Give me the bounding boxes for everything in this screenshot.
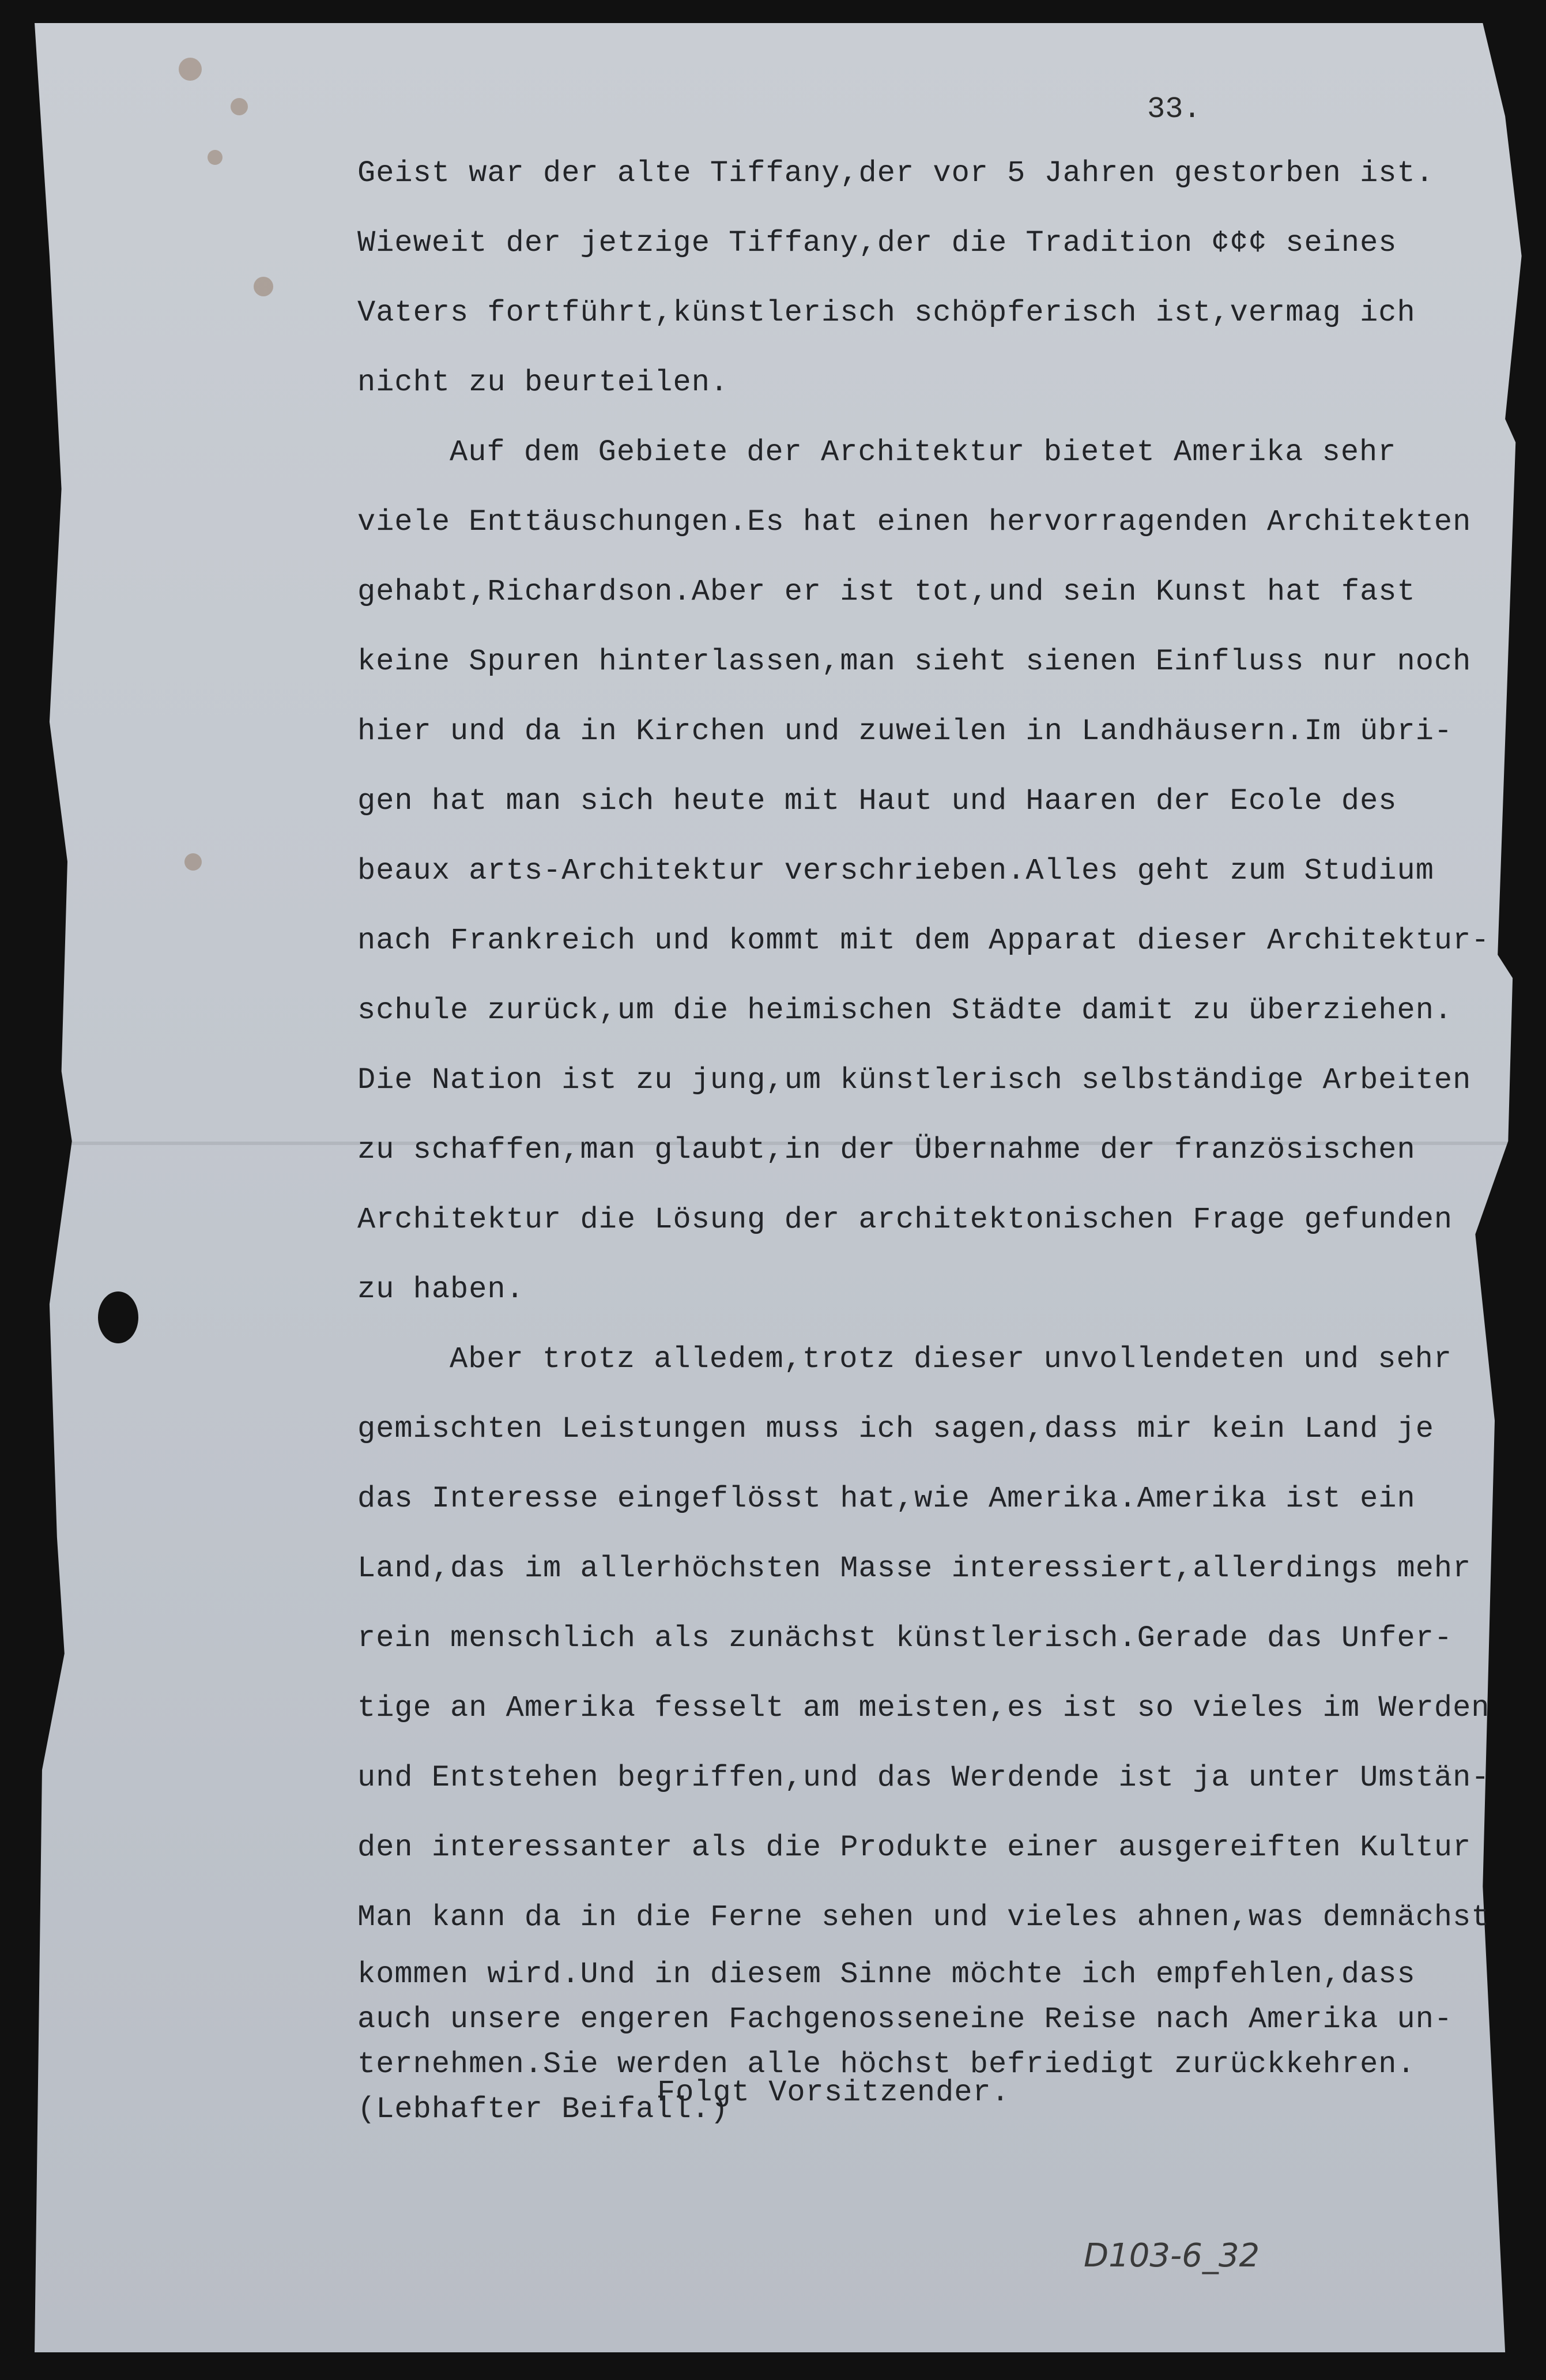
text-line: Die Nation ist zu jung,um künstlerisch selbständige Arbeiten	[357, 1063, 1472, 1097]
text-line: nach Frankreich und kommt mit dem Apparat dieser Architektur-	[357, 924, 1490, 958]
text-line: Aber trotz alledem,trotz dieser unvollendeten und sehr	[450, 1342, 1453, 1376]
text-line: (Lebhafter Beifall.)	[357, 2092, 729, 2126]
stain-mark	[208, 150, 223, 165]
text-line: auch unsere engeren Fachgenosseneine Reise nach Amerika un-	[357, 2002, 1453, 2036]
paragraph	[357, 1324, 1490, 1952]
text-line: hier und da in Kirchen und zuweilen in Landhäusern.Im übri-	[357, 714, 1453, 748]
text-line: viele Enttäuschungen.Es hat einen hervorragenden Architekten	[357, 505, 1472, 539]
text-line: gen hat man sich heute mit Haut und Haaren der Ecole des	[357, 784, 1397, 818]
body-text	[357, 138, 1490, 2132]
text-line: gehabt,Richardson.Aber er ist tot,und sein Kunst hat fast	[357, 575, 1416, 609]
stain-mark	[231, 98, 248, 115]
text-line: zu haben.	[357, 1272, 525, 1306]
paragraph	[357, 417, 1490, 1324]
text-line: tige an Amerika fesselt am meisten,es ist so vieles im Werden	[357, 1691, 1490, 1725]
text-line: und Entstehen begriffen,und das Werdende ist ja unter Umstän-	[357, 1761, 1490, 1795]
stain-mark	[179, 58, 202, 81]
text-line: Wieweit der jetzige Tiffany,der die Tradition ¢¢¢ seines	[357, 226, 1397, 260]
text-line: nicht zu beurteilen.	[357, 366, 729, 400]
text-line: Auf dem Gebiete der Architektur bietet Amerika sehr	[450, 435, 1397, 469]
text-line: Land,das im allerhöchsten Masse interessiert,allerdings mehr	[357, 1551, 1472, 1586]
punch-hole	[98, 1291, 138, 1343]
text-line: Vaters fortführt,künstlerisch schöpferisch ist,vermag ich	[357, 296, 1416, 330]
text-line: ternehmen.Sie werden alle höchst befriedigt zurückkehren.	[357, 2047, 1416, 2081]
text-line: Geist war der alte Tiffany,der vor 5 Jahren gestorben ist.	[357, 156, 1434, 190]
stain-mark	[254, 277, 273, 296]
text-line: rein menschlich als zunächst künstlerisch.Gerade das Unfer-	[357, 1621, 1453, 1655]
closing-line: Folgt Vorsitzender.	[657, 2076, 1010, 2110]
text-line: den interessanter als die Produkte einer ausgereiften Kultur	[357, 1831, 1472, 1865]
text-line: keine Spuren hinterlassen,man sieht sienen Einfluss nur noch	[357, 645, 1472, 679]
text-line: gemischten Leistungen muss ich sagen,dass mir kein Land je	[357, 1412, 1434, 1446]
text-line: Architektur die Lösung der architektonischen Frage gefunden	[357, 1203, 1453, 1237]
text-line: das Interesse eingeflösst hat,wie Amerika.Amerika ist ein	[357, 1482, 1416, 1516]
stain-mark	[184, 853, 202, 871]
text-line: Man kann da in die Ferne sehen und vieles ahnen,was demnächst	[357, 1900, 1490, 1934]
text-line: beaux arts-Architektur verschrieben.Alles geht zum Studium	[357, 854, 1434, 888]
text-line: zu schaffen,man glaubt,in der Übernahme der französischen	[357, 1133, 1416, 1167]
paragraph	[357, 138, 1453, 417]
text-line: schule zurück,um die heimischen Städte damit zu überziehen.	[357, 993, 1453, 1027]
archive-signature: D103-6_32	[1084, 2237, 1260, 2274]
page-number: 33.	[1147, 92, 1201, 126]
text-line: kommen wird.Und in diesem Sinne möchte ich empfehlen,dass	[357, 1957, 1416, 1991]
